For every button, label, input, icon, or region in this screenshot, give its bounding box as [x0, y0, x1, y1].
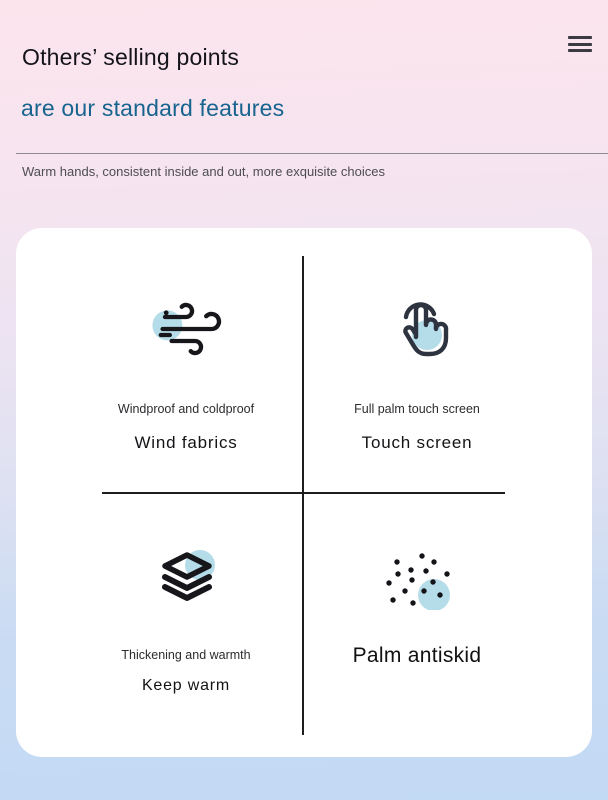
touch-screen-icon [392, 294, 452, 366]
feature-label-wind-fabrics: Wind fabrics [134, 433, 238, 452]
horizontal-divider [102, 492, 505, 494]
feature-caption-windproof: Windproof and coldproof [117, 402, 255, 416]
menu-bar [568, 36, 592, 39]
hamburger-menu-icon[interactable] [568, 36, 592, 52]
header-divider [16, 153, 608, 154]
tagline-text: Warm hands, consistent inside and out, more exquisite choices [22, 164, 385, 179]
feature-label-palm-antiskid: Palm antiskid [352, 644, 482, 667]
antiskid-dots-icon [378, 550, 458, 610]
menu-bar [568, 43, 592, 46]
menu-bar [568, 49, 592, 52]
page-subtitle: are our standard features [21, 95, 285, 121]
wind-icon [150, 293, 228, 359]
feature-caption-thickening: Thickening and warmth [121, 648, 251, 662]
layers-icon [157, 549, 217, 609]
feature-caption-touch: Full palm touch screen [354, 402, 480, 416]
feature-label-touch-screen: Touch screen [361, 433, 473, 452]
features-card [16, 228, 592, 757]
feature-label-keep-warm: Keep warm [141, 677, 231, 694]
page-title: Others’ selling points [22, 44, 240, 70]
